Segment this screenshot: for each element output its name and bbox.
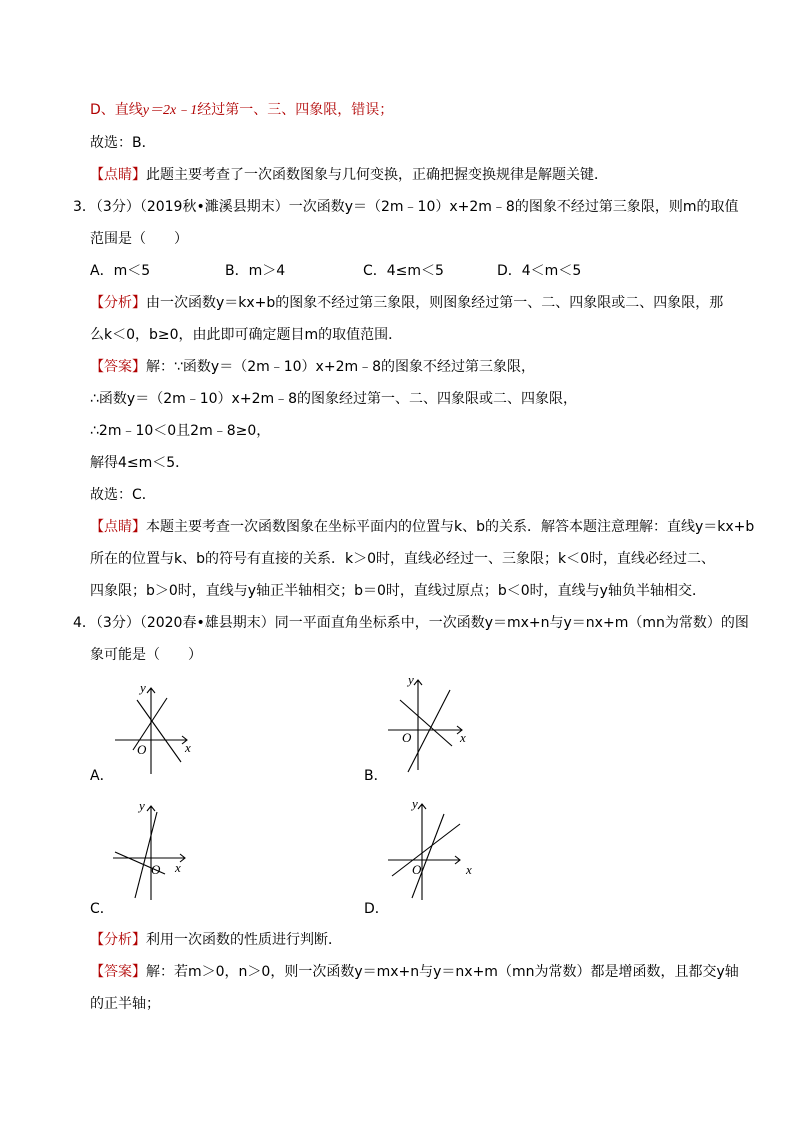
q3-analysis-tag: 【分析】	[90, 295, 146, 311]
line-1	[408, 690, 450, 772]
q3-comment-line1	[90, 517, 754, 537]
q4-analysis-text: 利用一次函数的性质进行判断．	[146, 932, 342, 948]
origin-label: O	[151, 862, 161, 877]
y-label: y	[412, 796, 418, 811]
q3-analysis-line1	[90, 293, 723, 313]
line-1	[135, 812, 157, 898]
q3-option-a: A．m＜5	[90, 263, 151, 279]
line-2	[392, 824, 460, 876]
q4-line1	[73, 613, 749, 633]
origin-label: O	[137, 742, 147, 757]
origin-label: O	[402, 730, 412, 745]
q4-stem: （3分）（2020春•雄县期末）同一平面直角坐标系中，一次函数y＝mx+n与y＝nx+m（mn为常数）的图	[95, 615, 749, 631]
q4-answer-tag: 【答案】	[90, 964, 146, 980]
comment-tag: 【点睛】	[90, 167, 146, 183]
q4-answer-line2: 的正半轴；	[90, 996, 160, 1012]
q3-answer-line2: ∴函数y＝（2m﹣10）x+2m﹣8的图象经过第一、二、四象限或二、四象限，	[90, 391, 578, 407]
comment-text: 此题主要考查了一次函数图象与几何变换，正确把握变换规律是解题关键．	[146, 167, 608, 183]
q3-stem: （3分）（2019秋•濉溪县期末）一次函数y＝（2m﹣10）x+2m﹣8的图象不经过第三象限，则m的取值	[95, 199, 739, 215]
q3-answer-text: 解：∵函数y＝（2m﹣10）x+2m﹣8的图象不经过第三象限，	[146, 359, 536, 375]
q3-answer-tag: 【答案】	[90, 359, 146, 375]
y-label: y	[408, 672, 414, 687]
q3-analysis-text: 由一次函数y＝kx+b的图象不经过第三象限，则图象经过第一、二、四象限或二、四象限，那	[146, 295, 724, 311]
x-label: x	[460, 730, 466, 745]
q3-answer-line4: 解得4≤m＜5．	[90, 455, 190, 471]
option-d-math: y＝2x﹣1	[142, 103, 198, 118]
q3-comment-text: 本题主要考查一次函数图象在坐标平面内的位置与k、b的关系．解答本题注意理解：直线y＝kx+b	[146, 519, 755, 535]
q3-comment-tag: 【点睛】	[90, 519, 146, 535]
q3-comment-line3: 四象限；b＞0时，直线与y轴正半轴相交；b＝0时，直线过原点；b＜0时，直线与y轴负半轴相交．	[90, 583, 706, 599]
line-1	[412, 814, 444, 898]
q3-analysis-line2: 么k＜0，b≥0，由此即可确定题目m的取值范围．	[90, 327, 403, 343]
q4-answer-text: 解：若m＞0，n＞0，则一次函数y＝mx+n与y＝nx+m（mn为常数）都是增函数，且都交y轴	[146, 964, 739, 980]
x-label: x	[175, 860, 181, 875]
q3-line1	[73, 197, 738, 217]
q4-line2: 象可能是（ ）	[90, 647, 202, 663]
q3-answer-line5: 故选：C．	[90, 487, 156, 503]
q3-answer-line1	[90, 357, 535, 377]
graph-a-label: A．	[90, 768, 114, 784]
q4-number: 4．	[73, 615, 96, 631]
x-label: x	[466, 862, 472, 877]
choice-line: 故选：B．	[90, 135, 156, 151]
graph-b	[378, 672, 478, 778]
graph-d-label: D．	[364, 901, 389, 917]
y-label: y	[139, 798, 145, 813]
origin-label: O	[412, 862, 422, 877]
graph-c	[105, 798, 205, 903]
q3-option-b: B．m＞4	[225, 263, 286, 279]
q4-analysis-line	[90, 930, 342, 950]
q4-answer-line1	[90, 962, 739, 982]
option-d-rest: 经过第一、三、四象限，错误；	[197, 102, 394, 118]
graph-d	[380, 796, 480, 902]
q3-line2: 范围是（ ）	[90, 231, 188, 247]
q3-comment-line2: 所在的位置与k、b的符号有直接的关系．k＞0时，直线必经过一、三象限；k＜0时，直线必经过二、	[90, 551, 716, 567]
graph-b-label: B．	[364, 768, 388, 784]
option-d-label: D、直线	[90, 102, 143, 118]
graph-c-label: C．	[90, 901, 114, 917]
graph-a	[105, 678, 205, 778]
q4-analysis-tag: 【分析】	[90, 932, 146, 948]
q3-option-d: D．4＜m＜5	[497, 263, 582, 279]
q3-number: 3．	[73, 199, 96, 215]
x-label: x	[185, 740, 191, 755]
option-d-line	[90, 100, 393, 121]
q3-answer-line3: ∴2m﹣10＜0且2m﹣8≥0，	[90, 423, 271, 439]
q3-option-c: C．4≤m＜5	[363, 263, 444, 279]
y-label: y	[140, 680, 146, 695]
comment-line	[90, 165, 608, 185]
